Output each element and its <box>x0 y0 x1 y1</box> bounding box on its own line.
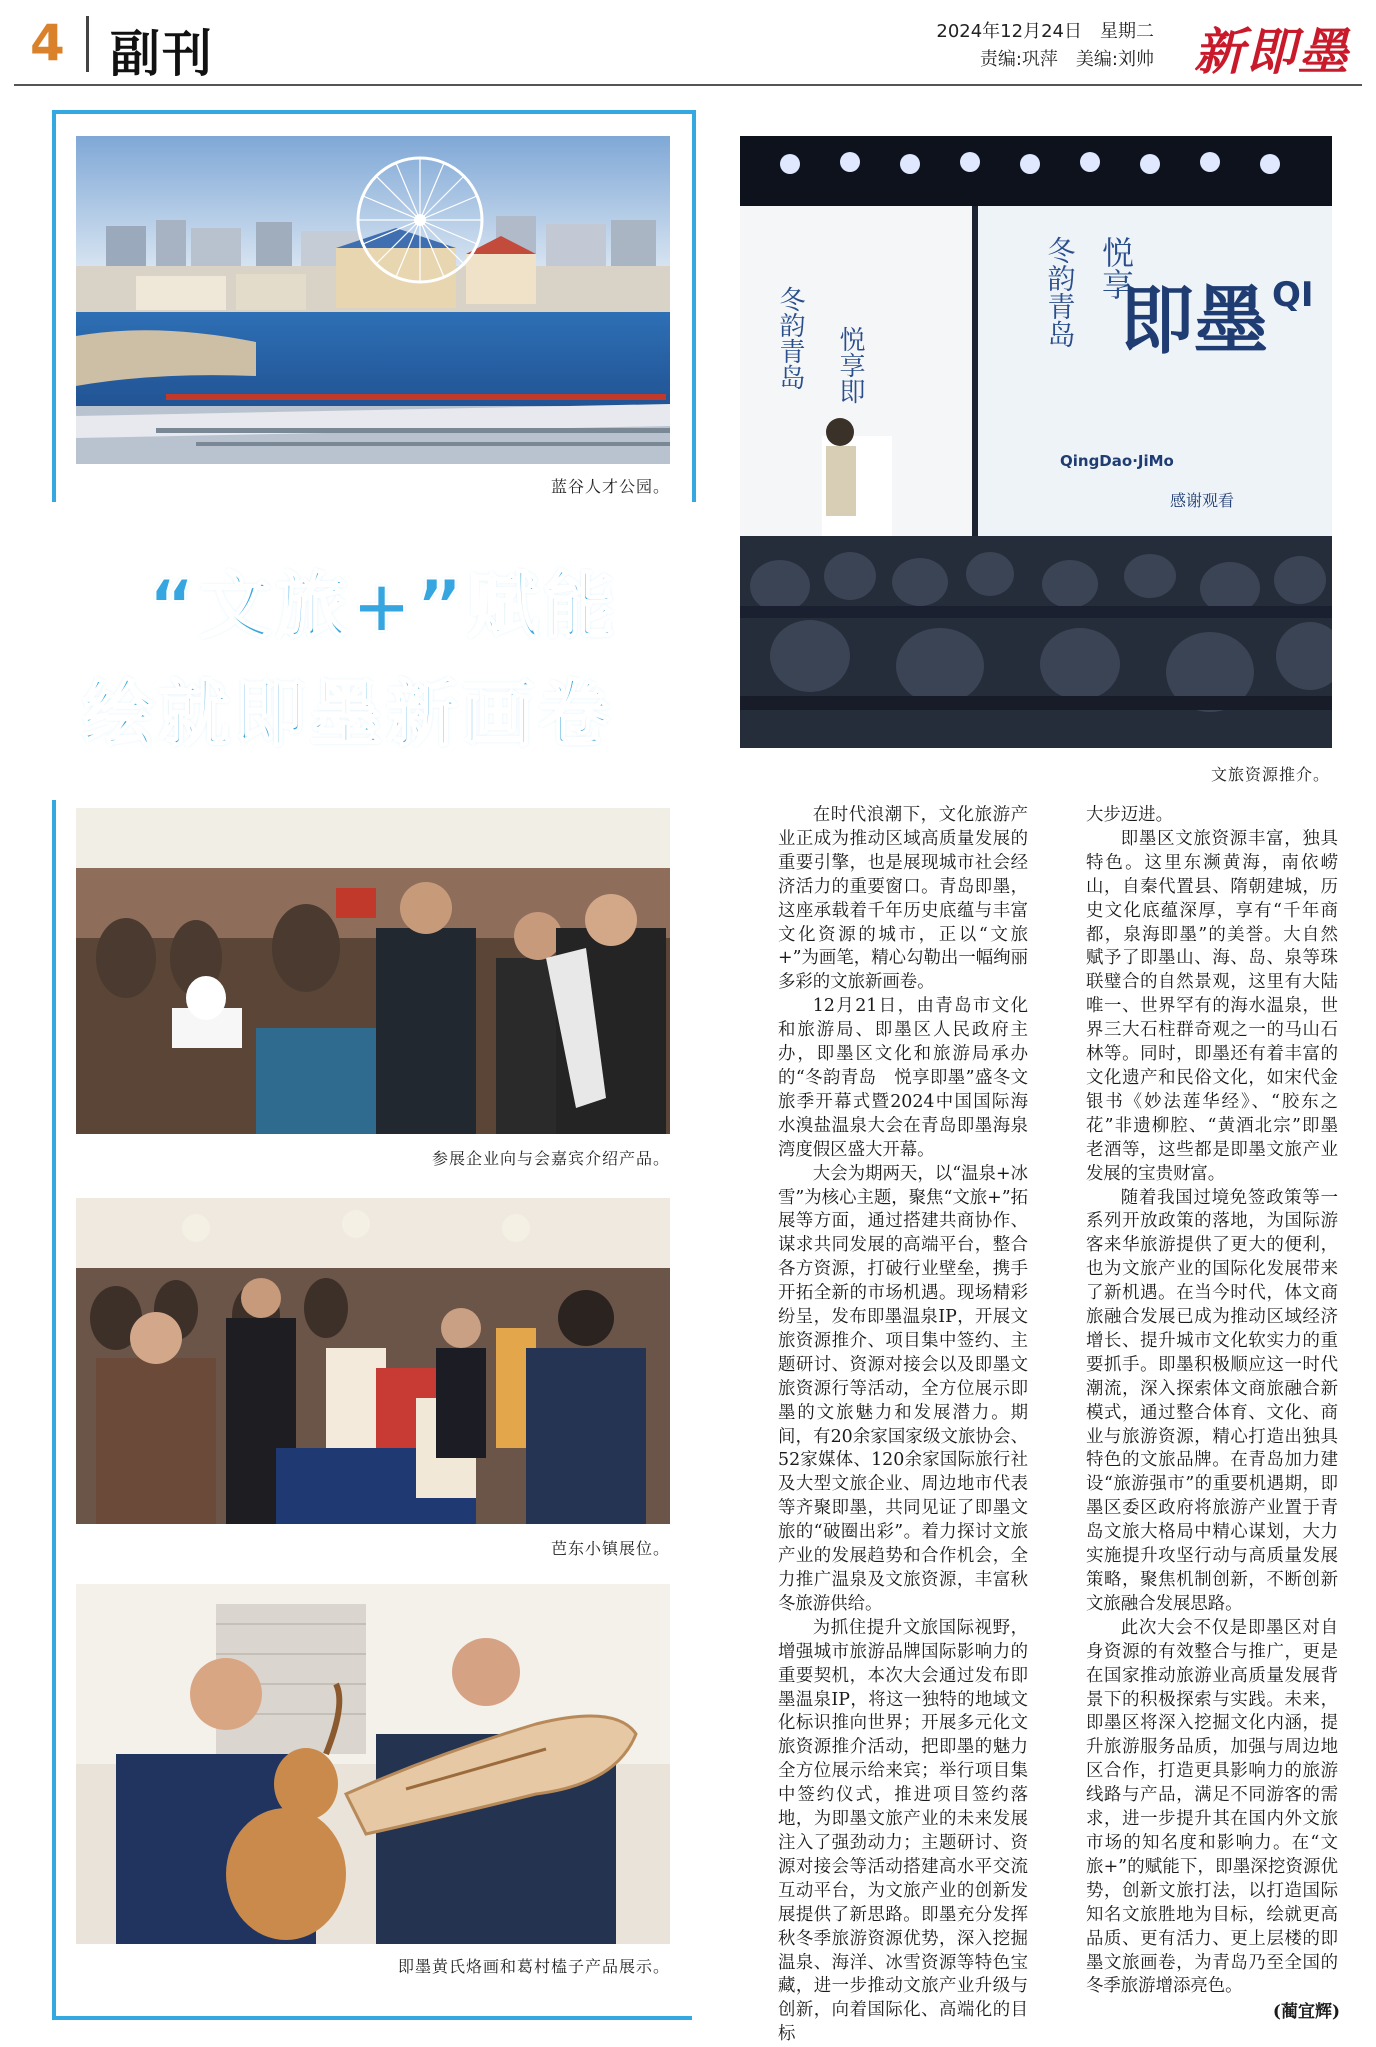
article-paragraph: 为抓住提升文旅国际视野，增强城市旅游品牌国际影响力的重要契机，本次大会通过发布即墨温泉IP，将这一独特的地域文化标识推向世界；开展多元化文旅资源推介活动，把即墨的魅力全方位展示给来宾；举行项目集中签约仪式，推进项目签约落地，为即墨文旅产业的未来发展注入了强劲动力；主题研讨、资源对接会等活动搭建高水平交流互动平台，为文旅产业的创新发展提供了新思路。即墨充分发挥秋冬季旅游资源优势，深入挖掘温泉、海洋、冰雪资源等特色宝藏，进一步推动文旅产业升级与创新，向着国际化、高端化的目标 <box>778 1617 1028 2045</box>
photo-resource-promotion <box>740 136 1332 748</box>
masthead-logo: 新即墨 <box>1194 22 1350 81</box>
caption-exhibitors: 参展企业向与会嘉宾介绍产品。 <box>431 1149 670 1168</box>
photo-blue-valley-park <box>76 136 670 464</box>
booth-illustration <box>76 1198 670 1524</box>
stage-illustration <box>740 136 1332 748</box>
caption-crafts-display: 即墨黄氏烙画和葛村榼子产品展示。 <box>397 1957 670 1976</box>
headline-line-2: 绘就即墨新画卷 <box>82 672 615 756</box>
issue-date: 2024年12月24日 <box>936 21 1082 42</box>
page-header <box>0 0 1376 84</box>
article-paragraph: 在时代浪潮下，文化旅游产业正成为推动区域高质量发展的重要引擎，也是展现城市社会经济活力的重要窗口。青岛即墨，这座承载着千年历史底蕴与丰富文化资源的城市，正以“文旅+”为画笔，精心勾勒出一幅绚丽多彩的文旅新画卷。 <box>778 805 1028 993</box>
caption-park: 蓝谷人才公园。 <box>550 477 670 496</box>
article-paragraph: 此次大会不仅是即墨区对自身资源的有效整合与推广，更是在国家推动旅游业高质量发展背景下的积极探索与实践。未来，即墨区将深入挖掘文化内涵，提升旅游服务品质，加强与周边地区合作，打造更具影响力的旅游线路与产品，满足不同游客的需求，进一步提升其在国内外文旅市场的知名度和影响力。在“文旅+”的赋能下，即墨深挖资源优势，创新文旅打法，以打造国际知名文旅胜地为目标，绘就更高品质、更有活力、更上层楼的即墨文旅画卷，为青岛乃至全国的冬季旅游增添亮色。 <box>1086 1617 1338 1997</box>
photo-crafts-display <box>76 1584 670 1944</box>
issue-weekday: 星期二 <box>1100 21 1154 42</box>
header-meta <box>936 18 1154 74</box>
article-paragraph: 随着我国过境免签政策等一系列开放政策的落地，为国际游客来华旅游提供了更大的便利，也为文旅产业的国际化发展带来了新机遇。在当今时代，体文商旅融合发展已成为推动区域经济增长、提升城市文化软实力的重要抓手。即墨积极顺应这一时代潮流，深入探索体文商旅融合新模式，通过整合体育、文化、商业与旅游资源，精心打造出独具特色的文旅品牌。在青岛加力建设“旅游强市”的重要机遇期，即墨区委区政府将旅游产业置于青岛文旅大格局中精心谋划，大力实施提升攻坚行动与高质量发展策略，聚焦机制创新，不断创新文旅融合发展思路。 <box>1086 1187 1338 1614</box>
stage-text-right-2: 悦享 <box>1097 236 1135 300</box>
section-title: 副刊 <box>110 25 214 83</box>
article-column-1 <box>778 804 1028 2047</box>
stage-text-thanks: 感谢观看 <box>1170 491 1235 510</box>
stage-text-left-2: 悦享即 <box>835 326 865 404</box>
photo-exhibitors <box>76 808 670 1134</box>
article-paragraph: 即墨区文旅资源丰富，独具特色。这里东濒黄海，南依崂山，自秦代置县、隋朝建城，历史文化底蕴深厚，享有“千年商都，泉海即墨”的美誉。大自然赋予了即墨山、海、岛、泉等珠联璧合的自然景观，这里有大陆唯一、世界罕有的海水温泉，世界三大石柱群奇观之一的马山石林等。同时，即墨还有着丰富的文化遗产和民俗文化，如宋代金银书《妙法莲华经》、“胶东之花”非遗柳腔、“黄酒北宗”即墨老酒等，这些都是即墨文旅产业发展的宝贵财富。 <box>1086 828 1338 1184</box>
caption-resource-promotion: 文旅资源推介。 <box>1210 765 1330 784</box>
editors-line: 责编:巩萍 美编:刘帅 <box>979 49 1154 70</box>
photo-badong-booth <box>76 1198 670 1524</box>
stage-text-qi: QI <box>1272 275 1314 315</box>
stage-text-jimo: 即墨 <box>1120 278 1268 364</box>
headline-line-1: “文旅+”赋能 <box>148 564 619 648</box>
header-rule <box>14 84 1362 86</box>
page-number: 4 <box>30 14 65 72</box>
article-column-2 <box>1086 804 1338 1999</box>
article-paragraph: 大步迈进。 <box>1086 805 1173 825</box>
article-paragraph: 大会为期两天，以“温泉+冰雪”为核心主题，聚焦“文旅+”拓展等方面，通过搭建共商协作、谋求共同发展的高端平台，整合各方资源，打破行业壁垒，携手开拓全新的市场机遇。现场精彩纷呈，发布即墨温泉IP，开展文旅资源推介、项目集中签约、主题研讨、资源对接会以及即墨文旅资源行等活动，全方位展示即墨的文旅魅力和发展潜力。期间，有20余家国家级文旅协会、52家媒体、120余家国际旅行社及大型文旅企业、周边地市代表等齐聚即墨，共同见证了即墨文旅的“破圈出彩”。着力探讨文旅产业的发展趋势和合作机会，全力推广温泉及文旅资源，丰富秋冬旅游供给。 <box>778 1163 1028 1614</box>
stage-text-right-1: 冬韵青岛 <box>1043 236 1077 348</box>
park-illustration <box>76 136 670 464</box>
caption-badong-booth: 芭东小镇展位。 <box>550 1539 670 1558</box>
stage-text-left-1: 冬韵青岛 <box>775 286 805 390</box>
exhibitors-illustration <box>76 808 670 1134</box>
article-paragraph: 12月21日，由青岛市文化和旅游局、即墨区人民政府主办，即墨区文化和旅游局承办的“冬韵青岛 悦享即墨”盛冬文旅季开幕式暨2024中国国际海水溴盐温泉大会在青岛即墨海泉湾度假区盛大开幕。 <box>778 996 1028 1160</box>
crafts-illustration <box>76 1584 670 1944</box>
header-divider <box>86 16 89 72</box>
stage-text-sub: QingDao·JiMo <box>1060 452 1174 470</box>
article-byline: (蔺宜辉) <box>1272 2002 1340 2022</box>
